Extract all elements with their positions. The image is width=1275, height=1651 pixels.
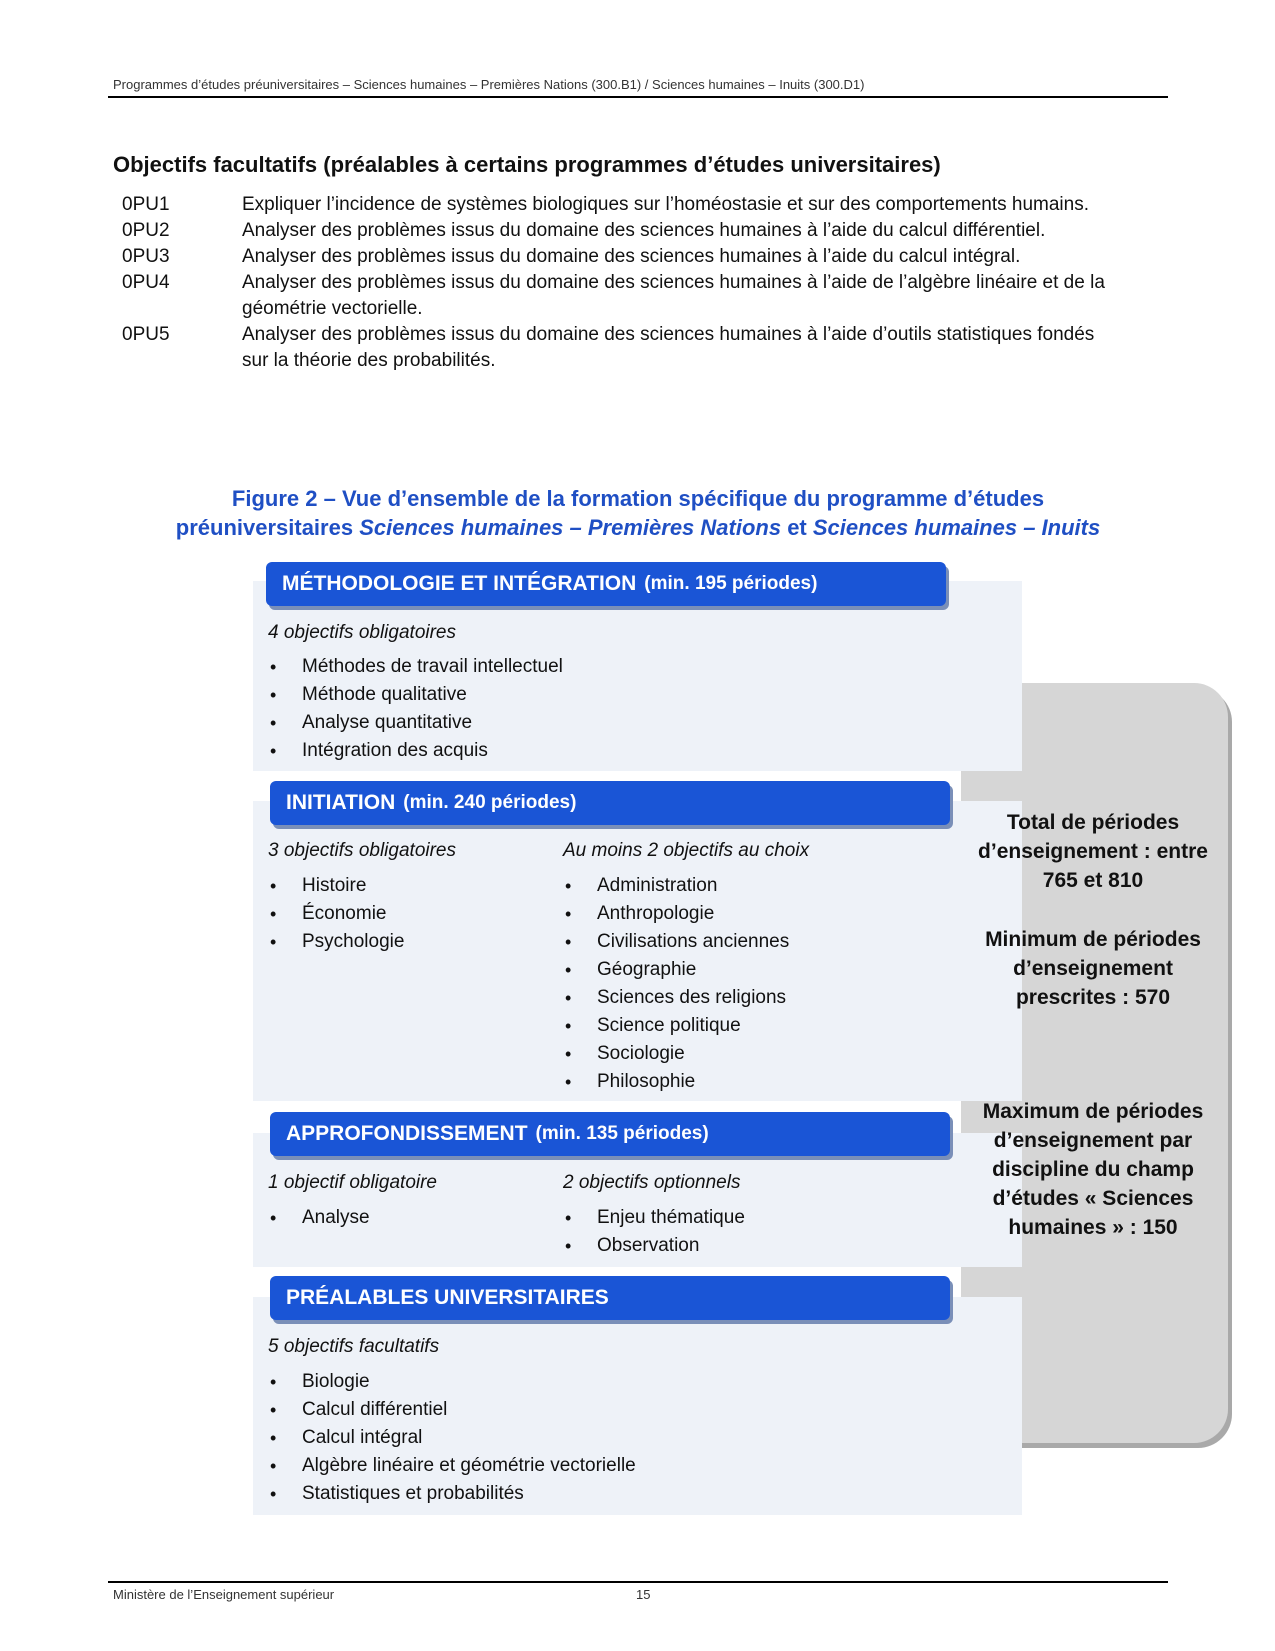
prealables-col-title: 5 objectifs facultatifs — [268, 1336, 440, 1357]
initiation-periods: (min. 240 périodes) — [403, 792, 577, 813]
approfondissement-title: APPROFONDISSEMENT — [286, 1122, 528, 1145]
objective-text: Analyser des problèmes issus du domaine des sciences humaines à l’aide d’outils statistiques fondés sur la théorie des probabilités. — [242, 324, 1095, 371]
approfondissement-col2-title: 2 objectifs optionnels — [563, 1172, 741, 1193]
list-item: • Méthodes de travail intellectuel — [268, 653, 563, 681]
list-item: • Économie — [268, 900, 404, 928]
running-header: Programmes d’études préuniversitaires – Sciences humaines – Premières Nations (300.B1) / Sciences humaines – Inuits (300.D1) — [113, 77, 865, 92]
list-item: • Calcul intégral — [268, 1424, 636, 1452]
initiation-col1-list — [268, 872, 404, 956]
list-item: • Géographie — [563, 956, 789, 984]
list-item: • Biologie — [268, 1368, 636, 1396]
list-item: • Intégration des acquis — [268, 737, 563, 765]
figure-title-part: et — [781, 515, 813, 540]
list-item: • Statistiques et probabilités — [268, 1480, 636, 1508]
initiation-col2-title: Au moins 2 objectifs au choix — [563, 840, 810, 861]
objective-text: Analyser des problèmes issus du domaine des sciences humaines à l’aide du calcul intégral. — [242, 246, 1021, 267]
header-rule — [108, 96, 1168, 98]
list-item: • Science politique — [563, 1012, 789, 1040]
initiation-col1-title: 3 objectifs obligatoires — [268, 840, 456, 861]
list-item: • Sociologie — [563, 1040, 789, 1068]
page-number: 15 — [636, 1587, 651, 1602]
initiation-title: INITIATION — [286, 791, 396, 814]
list-item: • Algèbre linéaire et géométrie vectorielle — [268, 1452, 636, 1480]
objective-row — [122, 244, 1122, 270]
figure-title-part: Sciences humaines – Inuits — [812, 515, 1101, 540]
minimum-periods-text: Minimum de périodes d’enseignement prescrites : 570 — [985, 928, 1201, 1009]
objective-text: Analyser des problèmes issus du domaine des sciences humaines à l’aide du calcul différentiel. — [242, 220, 1046, 241]
list-item: • Anthropologie — [563, 900, 789, 928]
list-item: • Sciences des religions — [563, 984, 789, 1012]
list-item: • Méthode qualitative — [268, 681, 563, 709]
list-item: • Enjeu thématique — [563, 1204, 745, 1232]
objective-row — [122, 218, 1122, 244]
figure-title-part: préuniversitaires — [175, 515, 360, 540]
section-title: Objectifs facultatifs (préalables à certains programmes d’études universitaires) — [113, 152, 941, 177]
list-item: • Civilisations anciennes — [563, 928, 789, 956]
approfondissement-col2-list — [563, 1204, 745, 1260]
prealables-title: PRÉALABLES UNIVERSITAIRES — [286, 1286, 609, 1309]
figure-title-line1: Figure 2 – Vue d’ensemble de la formation spécifique du programme d’études — [231, 486, 1045, 511]
list-item: • Analyse — [268, 1204, 370, 1232]
list-item: • Administration — [563, 872, 789, 900]
methodologie-list — [268, 653, 563, 765]
objective-text: Analyser des problèmes issus du domaine des sciences humaines à l’aide de l’algèbre linéaire et de la géométrie vectorielle. — [242, 272, 1105, 319]
objective-code: 0PU5 — [122, 324, 170, 345]
figure-title — [108, 484, 1168, 542]
initiation-col2-list — [563, 872, 789, 1096]
list-item: • Analyse quantitative — [268, 709, 563, 737]
approfondissement-col1-list — [268, 1204, 370, 1232]
objective-row — [122, 192, 1122, 218]
approfondissement-col1-title: 1 objectif obligatoire — [268, 1172, 437, 1193]
objective-code: 0PU4 — [122, 272, 170, 293]
objective-text: Expliquer l’incidence de systèmes biologiques sur l’homéostasie et sur des comportements humains. — [242, 194, 1089, 215]
approfondissement-banner — [270, 1112, 950, 1156]
list-item: • Philosophie — [563, 1068, 789, 1096]
prealables-list — [268, 1368, 636, 1508]
list-item: • Calcul différentiel — [268, 1396, 636, 1424]
methodologie-title: MÉTHODOLOGIE ET INTÉGRATION — [282, 572, 637, 595]
footer-ministry: Ministère de l’Enseignement supérieur — [113, 1587, 335, 1602]
maximum-periods-text: Maximum de périodes d’enseignement par discipline du champ d’études « Sciences humaines » : 150 — [982, 1100, 1204, 1239]
list-item: • Observation — [563, 1232, 745, 1260]
figure-title-part: Sciences humaines – Premières Nations — [359, 515, 782, 540]
total-periods-text: Total de périodes d’enseignement : entre 765 et 810 — [978, 811, 1208, 892]
prealables-banner — [270, 1276, 950, 1320]
objective-row — [122, 270, 1122, 322]
methodologie-banner — [266, 562, 946, 606]
methodologie-col-title: 4 objectifs obligatoires — [268, 622, 456, 643]
list-item: • Histoire — [268, 872, 404, 900]
list-item: • Psychologie — [268, 928, 404, 956]
objective-code: 0PU2 — [122, 220, 170, 241]
figure-title-line2 — [108, 513, 1168, 542]
objective-code: 0PU1 — [122, 194, 170, 215]
initiation-banner — [270, 781, 950, 825]
methodologie-periods: (min. 195 périodes) — [644, 573, 818, 594]
objective-row — [122, 322, 1122, 374]
objectives-list — [122, 192, 1122, 374]
footer-rule — [108, 1581, 1168, 1583]
approfondissement-periods: (min. 135 périodes) — [535, 1123, 709, 1144]
objective-code: 0PU3 — [122, 246, 170, 267]
